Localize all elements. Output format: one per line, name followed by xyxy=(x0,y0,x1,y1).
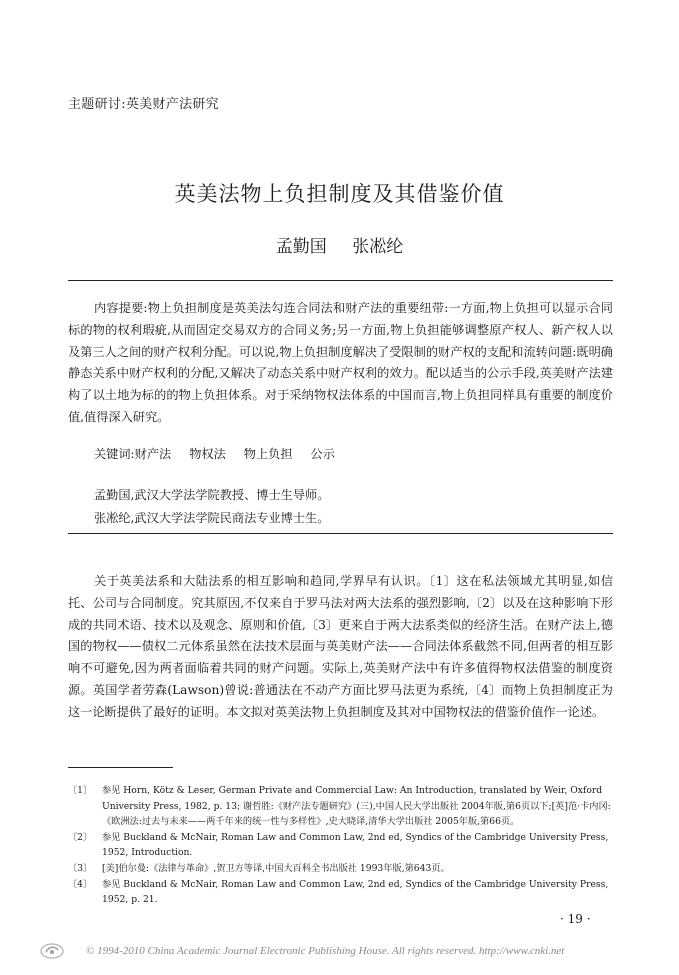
keyword: 财产法 xyxy=(134,447,172,461)
keyword: 公示 xyxy=(310,447,335,461)
authors xyxy=(0,232,679,257)
footnote-number: 〔3〕 xyxy=(68,862,93,874)
section-label: 主题研讨:英美财产法研究 xyxy=(68,97,219,112)
footnote-number: 〔1〕 xyxy=(68,785,93,796)
keywords-label: 关键词: xyxy=(94,447,135,461)
publisher-logo-icon xyxy=(40,942,64,960)
footnote-text: [美]伯尔曼:《法律与革命》,贺卫方等译,中国大百科全书出版社 1993年版,第643页。 xyxy=(102,862,450,874)
abstract: 内容提要:物上负担制度是英美法勾连合同法和财产法的重要纽带:一方面,物上负担可以显示合同标的物的权利瑕疵,从而固定交易双方的合同义务;另一方面,物上负担能够调整原产权人、新产权人以及第三人之间的财产权利分配。可以说,物上负担制度解决了受限制的财产权的支配和流转问题:既明确静态关系中财产权利的分配,又解决了动态关系中财产权利的效力。配以适当的公示手段,英美财产法建构了以土地为标的的物上负担体系。对于采纳物权法体系的中国而言,物上负担同样具有重要的制度价值,值得深入研究。 xyxy=(68,301,613,424)
divider xyxy=(68,533,613,534)
footnote xyxy=(68,877,613,908)
divider xyxy=(68,280,613,281)
footnote-text: 参见 Buckland & McNair, Roman Law and Common Law, 2nd ed, Syndics of the Cambridge University Press, 1952, p. 21. xyxy=(102,878,609,906)
keyword: 物权法 xyxy=(189,447,226,461)
page-number: · 19 · xyxy=(560,912,591,926)
author-affiliation: 孟勤国,武汉大学法学院教授、博士生导师。 xyxy=(94,488,330,502)
footnote-text: 参见 Buckland & McNair, Roman Law and Common Law, 2nd ed, Syndics of the Cambridge University Press, 1952, Introduction. xyxy=(102,831,609,859)
article-title: 英美法物上负担制度及其借鉴价值 xyxy=(174,182,505,206)
footnote-text: 参见 Horn, Kötz & Leser, German Private and Commercial Law: An Introduction, translated by Weir, Oxford University Press, 1982, p. 13; 谢哲胜:《财产法专题研究》(三),中国人民大学出版社 2004年版,第6页以下;[英]范·卡内冈:《欧洲法:过去与未来——两千年来的统一性与多样性》,史大晓译,清华大学出版社 2005年版,第66页。 xyxy=(102,785,611,828)
footnote-number: 〔2〕 xyxy=(68,831,93,843)
footnote xyxy=(68,830,613,861)
author-name: 张凇纶 xyxy=(352,237,404,257)
copyright-text: © 1994-2010 China Academic Journal Electronic Publishing House. All rights reserved. http://www.cnki.net xyxy=(86,945,565,957)
publisher-footer xyxy=(40,942,640,964)
footnotes xyxy=(68,783,613,908)
body-paragraph: 关于英美法系和大陆法系的相互影响和趋同,学界早有认识。〔1〕这在私法领域尤其明显,如信托、公司与合同制度。究其原因,不仅来自于罗马法对两大法系的强烈影响,〔2〕以及在这种影响下形成的共同术语、技术以及观念、原则和价值,〔3〕更来自于两大法系类似的经济生活。在财产法上,德国的物权——债权二元体系虽然在法技术层面与英美财产法——合同法体系截然不同,但两者的相互影响不可避免,因为两者面临着共同的财产问题。实际上,英美财产法中有许多值得物权法借鉴的制度资源。英国学者劳森(Lawson)曾说:普通法在不动产方面比罗马法更为系统,〔4〕而物上负担制度正为这一论断提供了最好的证明。本文拟对英美法物上负担制度及其对中国物权法的借鉴价值作一论述。 xyxy=(68,574,613,719)
author-affiliation: 张凇纶,武汉大学法学院民商法专业博士生。 xyxy=(94,511,330,525)
keywords xyxy=(94,445,353,462)
footnote-divider xyxy=(68,767,173,768)
keyword: 物上负担 xyxy=(243,447,293,461)
footnote xyxy=(68,861,613,877)
author-name: 孟勤国 xyxy=(275,237,327,257)
footnote-number: 〔4〕 xyxy=(68,878,93,890)
footnote xyxy=(68,783,613,830)
